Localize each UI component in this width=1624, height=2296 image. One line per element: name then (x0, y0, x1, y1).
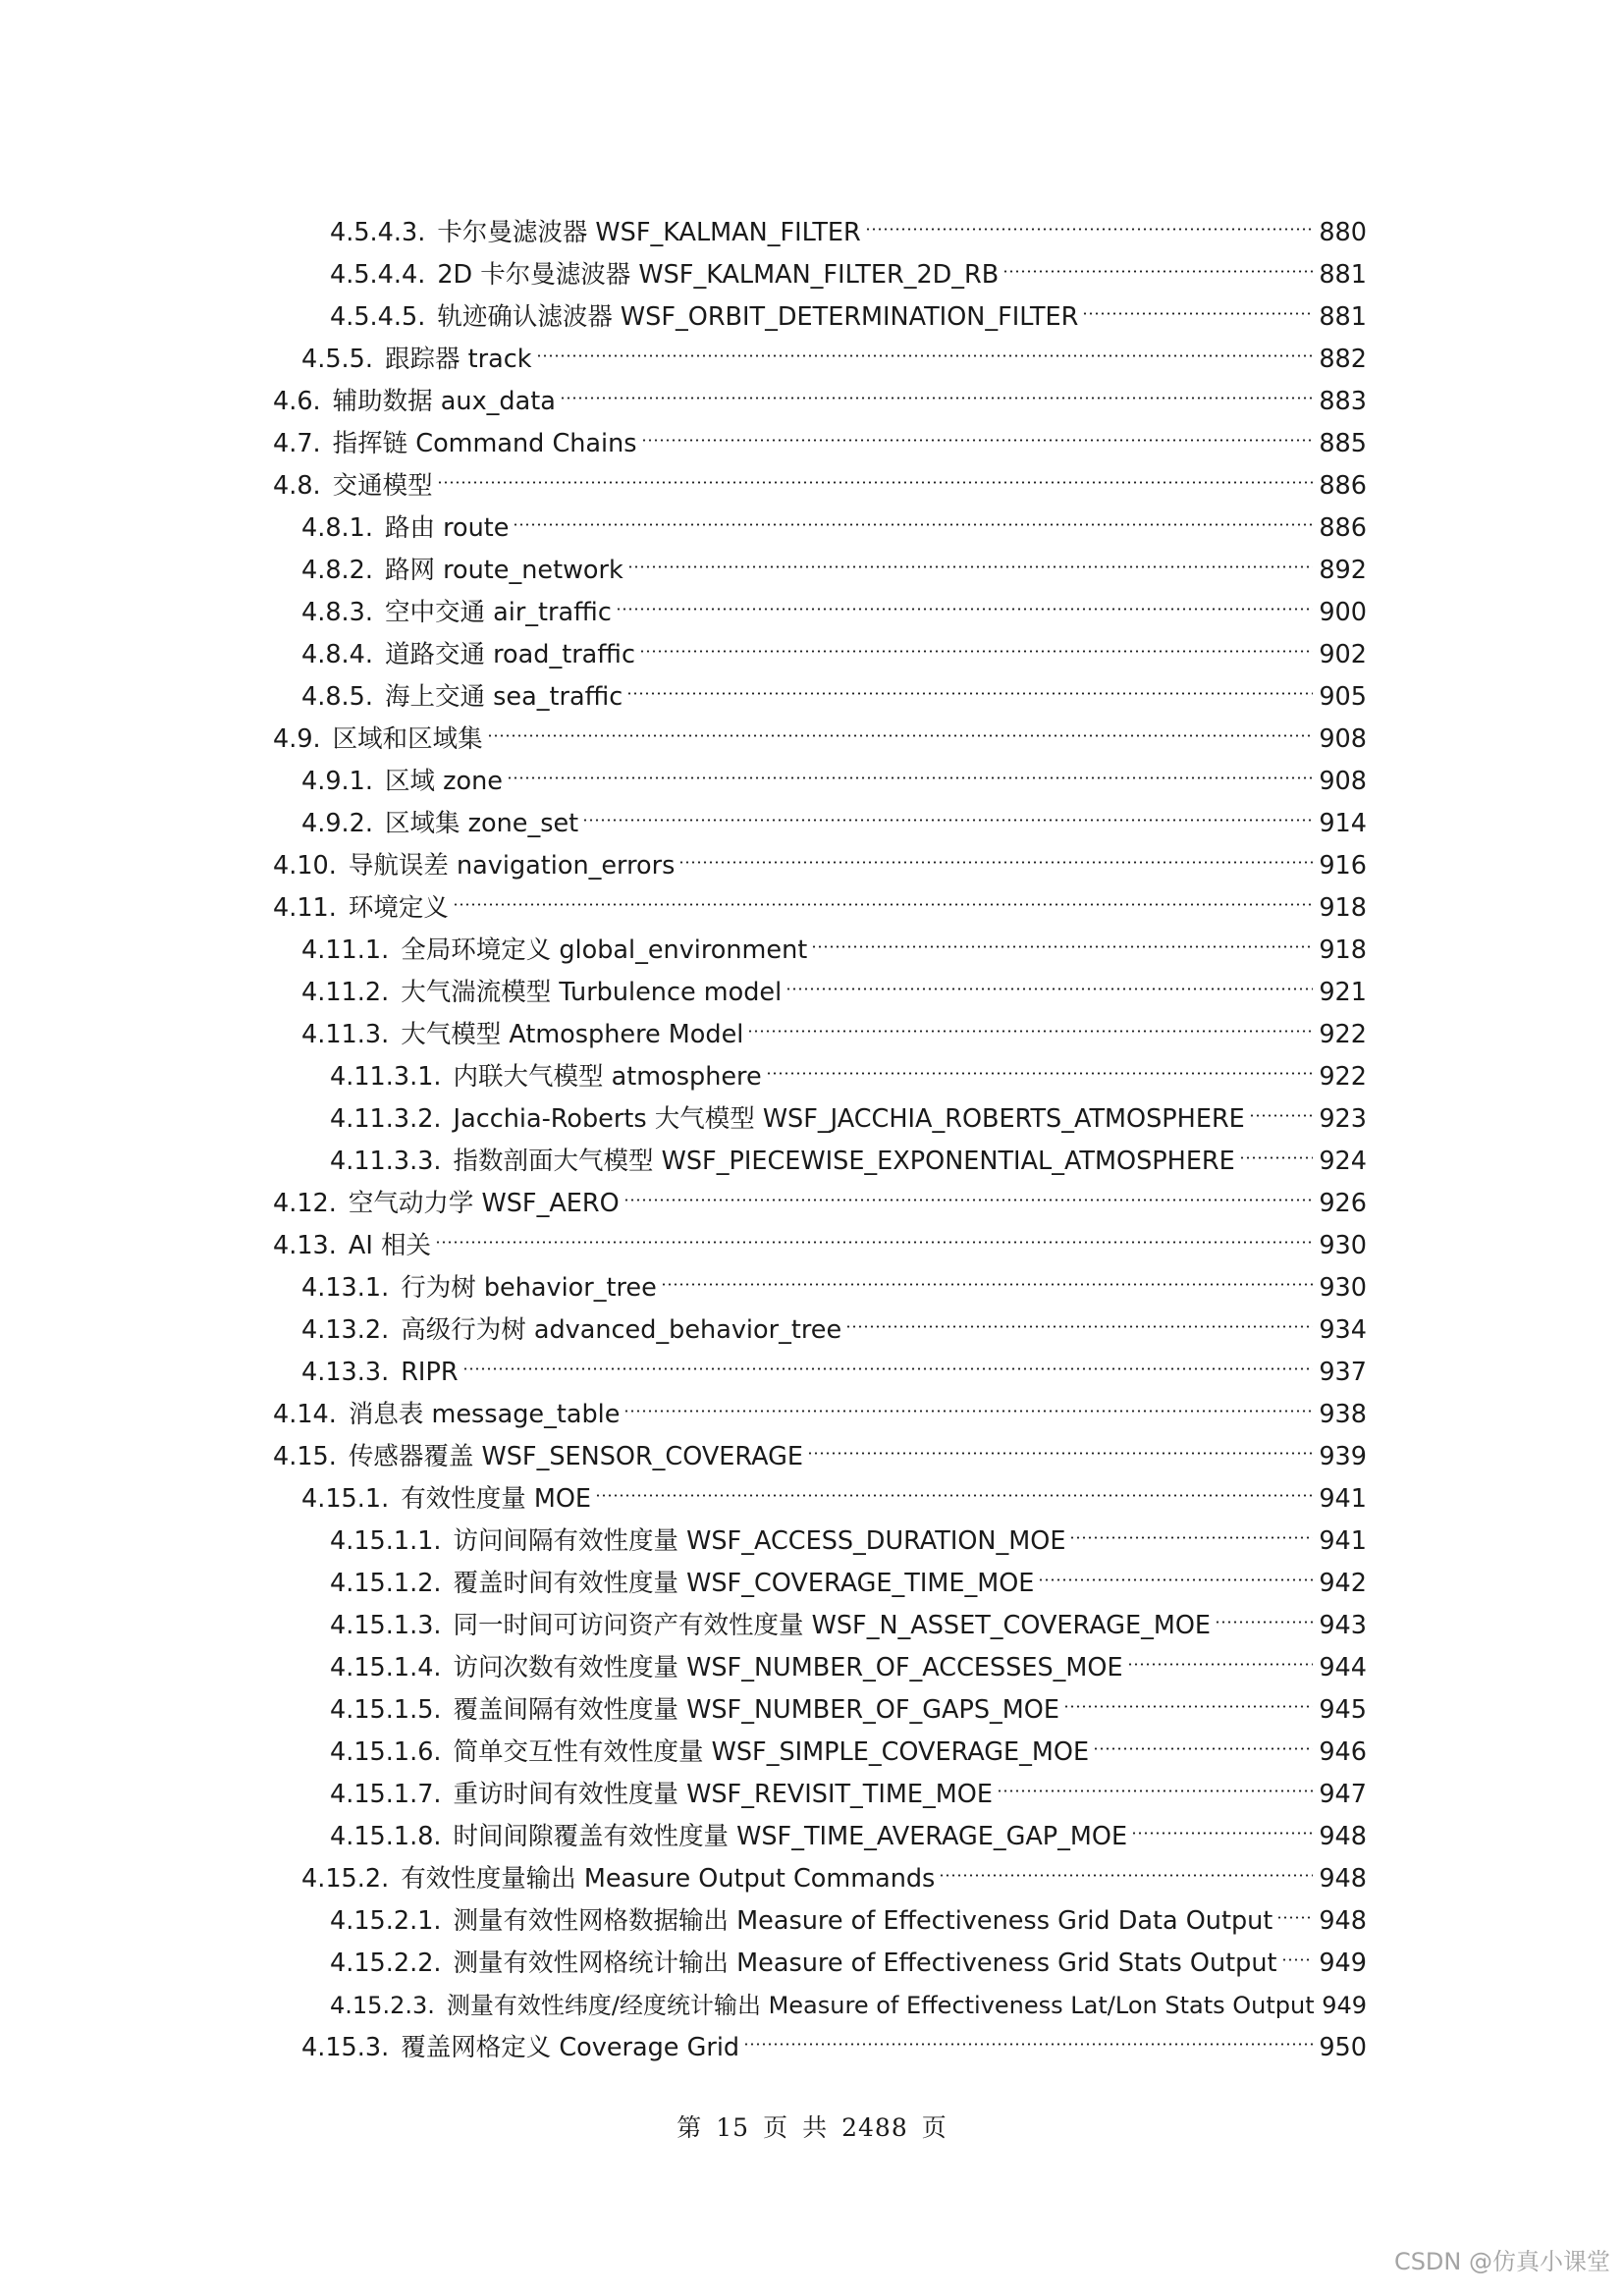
dot-leader (1123, 1633, 1320, 1676)
toc-entry-title: 海上交通 sea_traffic (385, 682, 623, 712)
dot-leader (999, 240, 1319, 283)
toc-entry-number: 4.9.1. (301, 767, 373, 796)
toc-entry-page: 934 (1319, 1315, 1367, 1345)
toc-entry[interactable] (301, 325, 1367, 374)
toc-entry-page: 902 (1319, 640, 1367, 669)
dot-leader (782, 958, 1319, 1000)
dot-leader (503, 747, 1319, 789)
toc-entry-title: 区域集 zone_set (385, 809, 579, 838)
toc-entry-title: 有效性度量 MOE (401, 1484, 592, 1514)
toc-entry-page: 908 (1319, 724, 1367, 754)
footer-current-page: 15 (716, 2113, 750, 2142)
toc-entry-title: 辅助数据 aux_data (332, 387, 556, 416)
toc-entry[interactable] (330, 1549, 1367, 1598)
toc-entry-number: 4.13.3. (301, 1358, 390, 1387)
toc-entry-page: 882 (1319, 345, 1367, 374)
toc-entry-page: 880 (1319, 218, 1367, 247)
dot-leader (1272, 1887, 1319, 1929)
toc-entry-title: 区域和区域集 (332, 724, 483, 754)
toc-entry-title: 路由 route (385, 513, 510, 543)
toc-entry-page: 883 (1319, 387, 1367, 416)
toc-entry[interactable] (301, 1000, 1367, 1049)
dot-leader (620, 1169, 1320, 1211)
toc-entry-number: 4.15.3. (301, 2033, 390, 2062)
toc-entry-page: 942 (1319, 1569, 1367, 1598)
dot-leader (591, 1465, 1319, 1507)
dot-leader (635, 620, 1319, 663)
toc-entry[interactable] (301, 1465, 1367, 1514)
dot-leader (1315, 1971, 1323, 2013)
dot-leader (1034, 1549, 1319, 1591)
dot-leader (623, 663, 1319, 705)
toc-entry-title: 测量有效性网格数据输出 Measure of Effectiveness Grid Data Output (453, 1906, 1273, 1936)
toc-entry-title: 环境定义 (348, 893, 449, 923)
dot-leader (739, 2013, 1319, 2056)
toc-entry-number: 4.15.2. (301, 1864, 390, 1894)
dot-leader (532, 325, 1320, 367)
page-footer (0, 2109, 1624, 2144)
dot-leader (483, 705, 1320, 747)
toc-entry-number: 4.10. (273, 851, 337, 881)
dot-leader (1065, 1507, 1319, 1549)
toc-entry-page: 948 (1319, 1864, 1367, 1894)
footer-prefix: 第 (677, 2113, 703, 2142)
toc-entry-number: 4.15.1.1. (330, 1526, 442, 1556)
toc-entry[interactable] (330, 1929, 1367, 1978)
toc-entry[interactable] (273, 1169, 1367, 1218)
toc-entry[interactable] (301, 663, 1367, 712)
toc-entry-number: 4.15.1.2. (330, 1569, 442, 1598)
toc-entry-number: 4.15.1.8. (330, 1822, 442, 1851)
toc-entry-title: 路网 route_network (385, 556, 623, 585)
toc-entry-title: 覆盖网格定义 Coverage Grid (401, 2033, 740, 2062)
toc-entry-page: 941 (1319, 1484, 1367, 1514)
toc-entry-page: 930 (1319, 1231, 1367, 1260)
toc-entry-title: RIPR (401, 1358, 459, 1387)
toc-entry-number: 4.8.5. (301, 682, 373, 712)
toc-entry-number: 4.5.5. (301, 345, 373, 374)
toc-entry-title: 指挥链 Command Chains (332, 429, 637, 458)
toc-entry-title: 覆盖时间有效性度量 WSF_COVERAGE_TIME_MOE (453, 1569, 1035, 1598)
toc-entry-number: 4.15.1.6. (330, 1737, 442, 1767)
toc-entry[interactable] (330, 1887, 1367, 1936)
toc-entry-title: 覆盖间隔有效性度量 WSF_NUMBER_OF_GAPS_MOE (453, 1695, 1059, 1725)
toc-entry[interactable] (301, 578, 1367, 627)
toc-entry-number: 4.15.2.1. (330, 1906, 442, 1936)
dot-leader (1277, 1929, 1320, 1971)
dot-leader (612, 578, 1319, 620)
toc-entry-title: 行为树 behavior_tree (401, 1273, 657, 1303)
dot-leader (1059, 1676, 1319, 1718)
dot-leader (459, 1338, 1320, 1380)
toc-entry-page: 918 (1319, 935, 1367, 965)
toc-entry-number: 4.8.2. (301, 556, 373, 585)
toc-entry[interactable] (330, 240, 1367, 290)
toc-entry-page: 886 (1319, 471, 1367, 501)
toc-entry-page: 930 (1319, 1273, 1367, 1303)
toc-entry[interactable] (301, 1296, 1367, 1345)
toc-entry-page: 922 (1319, 1020, 1367, 1049)
toc-entry-number: 4.9.2. (301, 809, 373, 838)
toc-entry-number: 4.6. (273, 387, 321, 416)
toc-entry[interactable] (330, 1127, 1367, 1176)
toc-entry-page: 900 (1319, 598, 1367, 627)
toc-entry[interactable] (301, 747, 1367, 796)
toc-entry[interactable] (330, 1802, 1367, 1851)
toc-entry-page: 946 (1319, 1737, 1367, 1767)
toc-entry[interactable] (301, 494, 1367, 543)
toc-entry[interactable] (330, 1760, 1367, 1809)
toc-entry-title: 交通模型 (332, 471, 433, 501)
toc-entry-page: 916 (1319, 851, 1367, 881)
toc-entry-title: Jacchia-Roberts 大气模型 WSF_JACCHIA_ROBERTS_ATMOSPHERE (453, 1104, 1245, 1134)
dot-leader (1235, 1127, 1320, 1169)
toc-entry-number: 4.11.2. (301, 978, 390, 1007)
toc-entry-title: 访问间隔有效性度量 WSF_ACCESS_DURATION_MOE (453, 1526, 1066, 1556)
toc-entry-page: 949 (1322, 1992, 1367, 2019)
toc-entry-number: 4.5.4.3. (330, 218, 426, 247)
toc-entry[interactable] (273, 1422, 1367, 1471)
toc-entry-title: 消息表 message_table (348, 1400, 621, 1429)
toc-entry-page: 921 (1319, 978, 1367, 1007)
dot-leader (431, 1211, 1319, 1254)
toc-entry-title: 空中交通 air_traffic (385, 598, 612, 627)
toc-entry[interactable] (273, 1380, 1367, 1429)
toc-entry-number: 4.8.1. (301, 513, 373, 543)
footer-total-pages: 2488 (841, 2113, 908, 2142)
toc-entry-title: 大气湍流模型 Turbulence model (401, 978, 783, 1007)
toc-entry-number: 4.15.1.7. (330, 1780, 442, 1809)
toc-entry[interactable] (330, 1591, 1367, 1640)
toc-entry-title: 测量有效性纬度/经度统计输出 Measure of Effectiveness Lat/Lon Stats Output (446, 1992, 1315, 2019)
toc-entry[interactable] (301, 1338, 1367, 1387)
toc-entry-page: 881 (1319, 302, 1367, 332)
toc-entry-title: 大气模型 Atmosphere Model (401, 1020, 744, 1049)
toc-entry[interactable] (330, 1971, 1367, 2019)
toc-entry-number: 4.9. (273, 724, 321, 754)
toc-entry-page: 905 (1319, 682, 1367, 712)
toc-entry-title: 简单交互性有效性度量 WSF_SIMPLE_COVERAGE_MOE (453, 1737, 1090, 1767)
toc-entry[interactable] (330, 283, 1367, 332)
dot-leader (578, 789, 1319, 831)
toc-entry-number: 4.13.1. (301, 1273, 390, 1303)
dot-leader (743, 1000, 1319, 1042)
toc-entry-page: 881 (1319, 260, 1367, 290)
toc-entry-page: 947 (1319, 1780, 1367, 1809)
toc-entry-page: 939 (1319, 1442, 1367, 1471)
dot-leader (762, 1042, 1320, 1085)
toc-entry-page: 937 (1319, 1358, 1367, 1387)
toc-entry-page: 924 (1319, 1147, 1367, 1176)
toc-entry-number: 4.15. (273, 1442, 337, 1471)
dot-leader (807, 916, 1319, 958)
dot-leader (620, 1380, 1319, 1422)
toc-entry-page: 938 (1319, 1400, 1367, 1429)
toc-entry-title: 访问次数有效性度量 WSF_NUMBER_OF_ACCESSES_MOE (453, 1653, 1123, 1682)
toc-entry-number: 4.12. (273, 1189, 337, 1218)
toc-entry-title: 指数剖面大气模型 WSF_PIECEWISE_EXPONENTIAL_ATMOSPHERE (453, 1147, 1235, 1176)
toc-entry-title: 测量有效性网格统计输出 Measure of Effectiveness Grid Stats Output (453, 1949, 1277, 1978)
toc-entry-title: 有效性度量输出 Measure Output Commands (401, 1864, 936, 1894)
dot-leader (1245, 1085, 1320, 1127)
toc-entry-page: 948 (1319, 1822, 1367, 1851)
toc-entry[interactable] (273, 874, 1367, 923)
toc-entry-number: 4.5.4.5. (330, 302, 426, 332)
toc-entry[interactable] (273, 452, 1367, 501)
toc-entry-page: 892 (1319, 556, 1367, 585)
toc-entry-title: 空气动力学 WSF_AERO (348, 1189, 620, 1218)
toc-entry-number: 4.15.2.3. (330, 1992, 435, 2019)
dot-leader (657, 1254, 1320, 1296)
toc-entry-number: 4.8. (273, 471, 321, 501)
toc-entry[interactable] (330, 1085, 1367, 1134)
toc-entry-number: 4.11.3.2. (330, 1104, 442, 1134)
toc-entry-number: 4.15.2.2. (330, 1949, 442, 1978)
toc-entry[interactable] (301, 958, 1367, 1007)
toc-entry-number: 4.8.4. (301, 640, 373, 669)
dot-leader (675, 831, 1319, 874)
toc-entry[interactable] (330, 1676, 1367, 1725)
toc-entry-number: 4.11.3.3. (330, 1147, 442, 1176)
toc-entry[interactable] (273, 367, 1367, 416)
toc-entry[interactable] (273, 409, 1367, 458)
toc-entry-title: 跟踪器 track (385, 345, 532, 374)
toc-entry-title: 轨迹确认滤波器 WSF_ORBIT_DETERMINATION_FILTER (437, 302, 1079, 332)
toc-entry[interactable] (301, 916, 1367, 965)
toc-entry-page: 885 (1319, 429, 1367, 458)
toc-entry[interactable] (301, 789, 1367, 838)
toc-entry-title: 道路交通 road_traffic (385, 640, 635, 669)
dot-leader (1211, 1591, 1319, 1633)
toc-entry-page: 950 (1319, 2033, 1367, 2062)
toc-entry-number: 4.14. (273, 1400, 337, 1429)
dot-leader (1089, 1718, 1319, 1760)
toc-entry-number: 4.11.3. (301, 1020, 390, 1049)
toc-entry-number: 4.11. (273, 893, 337, 923)
toc-entry-page: 886 (1319, 513, 1367, 543)
toc-entry-page: 923 (1319, 1104, 1367, 1134)
toc-entry-title: 区域 zone (385, 767, 503, 796)
toc-entry-title: 全局环境定义 global_environment (401, 935, 808, 965)
toc-entry[interactable] (273, 705, 1367, 754)
toc-entry-number: 4.15.1.4. (330, 1653, 442, 1682)
toc-entry[interactable] (273, 1211, 1367, 1260)
toc-entry[interactable] (273, 831, 1367, 881)
toc-entry[interactable] (301, 536, 1367, 585)
dot-leader (841, 1296, 1319, 1338)
toc-entry-title: AI 相关 (348, 1231, 431, 1260)
toc-entry-number: 4.13. (273, 1231, 337, 1260)
dot-leader (861, 198, 1320, 240)
toc-entry[interactable] (330, 198, 1367, 247)
toc-entry-number: 4.11.1. (301, 935, 390, 965)
toc-entry-page: 922 (1319, 1062, 1367, 1092)
toc-entry-title: 导航误差 navigation_errors (348, 851, 676, 881)
toc-entry-title: 高级行为树 advanced_behavior_tree (401, 1315, 842, 1345)
toc-entry-title: 内联大气模型 atmosphere (453, 1062, 762, 1092)
dot-leader (1127, 1802, 1319, 1844)
toc-entry-number: 4.15.1.5. (330, 1695, 442, 1725)
footer-total-word: 共 (802, 2113, 829, 2142)
dot-leader (637, 409, 1320, 452)
toc-entry-title: 传感器覆盖 WSF_SENSOR_COVERAGE (348, 1442, 803, 1471)
dot-leader (509, 494, 1319, 536)
dot-leader (1078, 283, 1319, 325)
toc-entry[interactable] (301, 1844, 1367, 1894)
toc-entry-title: 重访时间有效性度量 WSF_REVISIT_TIME_MOE (453, 1780, 993, 1809)
toc-entry[interactable] (301, 1254, 1367, 1303)
toc-entry-page: 943 (1319, 1611, 1367, 1640)
dot-leader (433, 452, 1320, 494)
toc-entry-page: 948 (1319, 1906, 1367, 1936)
dot-leader (449, 874, 1319, 916)
toc-entry[interactable] (330, 1718, 1367, 1767)
toc-entry-number: 4.13.2. (301, 1315, 390, 1345)
dot-leader (623, 536, 1320, 578)
dot-leader (556, 367, 1319, 409)
toc-entry-number: 4.11.3.1. (330, 1062, 442, 1092)
dot-leader (993, 1760, 1319, 1802)
toc-entry-number: 4.15.1. (301, 1484, 390, 1514)
toc-entry-page: 914 (1319, 809, 1367, 838)
toc-entry[interactable] (301, 620, 1367, 669)
toc-entry-page: 908 (1319, 767, 1367, 796)
toc-entry-page: 926 (1319, 1189, 1367, 1218)
toc-entry-number: 4.7. (273, 429, 321, 458)
toc-entry-number: 4.8.3. (301, 598, 373, 627)
toc-entry-page: 941 (1319, 1526, 1367, 1556)
csdn-watermark: CSDN @仿真小课堂 (1393, 2248, 1610, 2275)
toc-entry-page: 944 (1319, 1653, 1367, 1682)
toc-entry-page: 945 (1319, 1695, 1367, 1725)
toc-entry-title: 卡尔曼滤波器 WSF_KALMAN_FILTER (437, 218, 861, 247)
toc-entry-page: 949 (1319, 1949, 1367, 1978)
toc-entry[interactable] (301, 2013, 1367, 2062)
toc-entry-number: 4.15.1.3. (330, 1611, 442, 1640)
toc-entry[interactable] (330, 1633, 1367, 1682)
dot-leader (803, 1422, 1319, 1465)
toc-entry-title: 同一时间可访问资产有效性度量 WSF_N_ASSET_COVERAGE_MOE (453, 1611, 1212, 1640)
footer-page-word: 页 (763, 2113, 789, 2142)
toc-entry[interactable] (330, 1507, 1367, 1556)
dot-leader (935, 1844, 1319, 1887)
footer-suffix: 页 (921, 2113, 947, 2142)
toc-entry[interactable] (330, 1042, 1367, 1092)
toc-entry-page: 918 (1319, 893, 1367, 923)
toc-entry-number: 4.5.4.4. (330, 260, 426, 290)
toc-entry-title: 时间间隙覆盖有效性度量 WSF_TIME_AVERAGE_GAP_MOE (453, 1822, 1128, 1851)
toc-entry-title: 2D 卡尔曼滤波器 WSF_KALMAN_FILTER_2D_RB (437, 260, 1000, 290)
